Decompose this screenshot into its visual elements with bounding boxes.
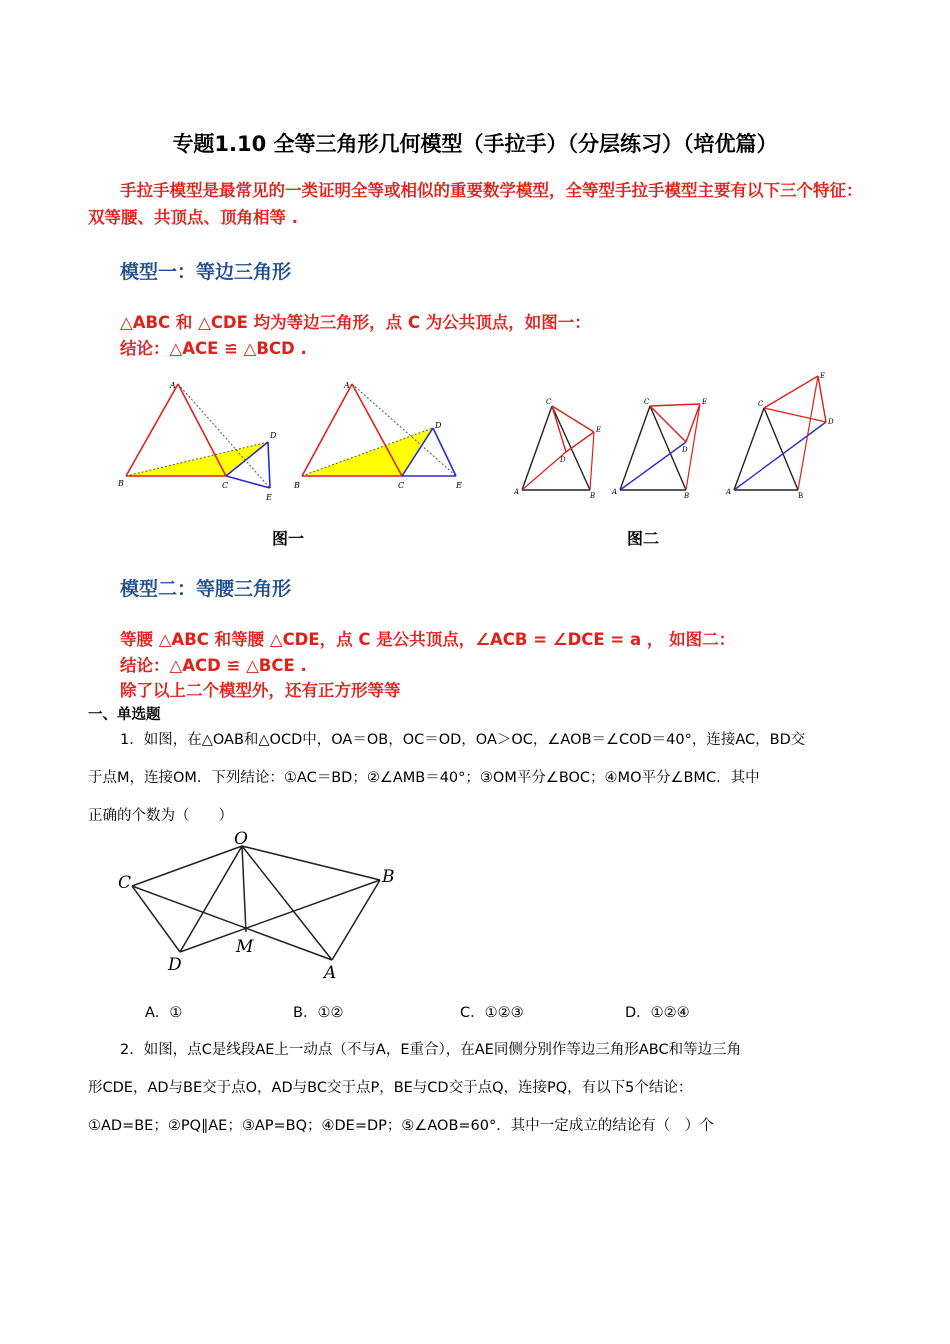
model2-line2: 结论：△ACD ≌ △BCE . — [120, 656, 307, 675]
fig2c-label-b: B — [798, 492, 804, 500]
fig1a-label-c: C — [222, 481, 229, 490]
fig2b-label-b: B — [684, 492, 690, 500]
fig1a-label-e: E — [266, 493, 272, 502]
q1-line3: 正确的个数为（ ） — [88, 808, 233, 824]
q1-option-d[interactable]: D．①②④ — [625, 1005, 690, 1021]
q1-label-c: C — [118, 873, 132, 893]
fig2a-label-b: B — [590, 492, 596, 500]
fig2c-label-c: C — [758, 400, 764, 408]
q1-line1: 1．如图，在△OAB和△OCD中，OA＝OB，OC＝OD，OA＞OC，∠AOB＝∠COD＝40°，连接AC，BD交 — [120, 732, 806, 748]
fig2c-label-d: D — [828, 418, 834, 426]
q1-label-a: A — [324, 963, 337, 983]
model2-heading: 模型二：等腰三角形 — [120, 578, 292, 600]
fig1a-label-a: A — [170, 381, 176, 390]
q1-label-b: B — [382, 867, 395, 887]
fig1a-edge-ce — [226, 476, 270, 488]
fig2a-label-c: C — [546, 398, 552, 406]
intro-paragraph: 手拉手模型是最常见的一类证明全等或相似的重要数学模型，全等型手拉手模型主要有以下三个特征：双等腰、共顶点、顶角相等 . — [88, 181, 863, 227]
fig2a-label-a: A — [514, 488, 520, 496]
fig1b-label-d: D — [435, 421, 442, 430]
fig2b-label-d: D — [682, 446, 688, 454]
q1-option-b[interactable]: B．①② — [293, 1005, 344, 1021]
q2-line3: ①AD=BE；②PQ∥AE；③AP=BQ；④DE=DP；⑤∠AOB=60°．其中一定成立的结论有（ ）个 — [88, 1118, 714, 1134]
q2-line2: 形CDE，AD与BE交于点O，AD与BC交于点P，BE与CD交于点Q，连接PQ，有以下5个结论： — [88, 1080, 693, 1096]
model1-line2: 结论：△ACE ≌ △BCD . — [120, 339, 307, 358]
figure-2-diagrams — [508, 370, 848, 505]
fig2b-label-a: A — [612, 488, 618, 496]
figure-caption-1: 图一 — [272, 529, 305, 548]
q1-label-d: D — [168, 955, 182, 975]
model2-line1: 等腰 △ABC 和等腰 △CDE，点 C 是公共顶点，∠ACB = ∠DCE = a ， 如图二： — [120, 630, 736, 649]
fig1a-edge-de — [268, 442, 270, 488]
fig2c-label-a: A — [726, 488, 732, 496]
q2-line1: 2．如图，点C是线段AE上一动点（不与A，E重合），在AE同侧分别作等边三角形ABC和等边三角 — [120, 1042, 742, 1058]
figure-1-diagrams — [110, 370, 480, 505]
fig1a-label-b: B — [118, 479, 124, 488]
model1-heading: 模型一：等边三角形 — [120, 261, 292, 283]
q1-option-a[interactable]: A．① — [145, 1005, 183, 1021]
model1-line1: △ABC 和 △CDE 均为等边三角形，点 C 为公共顶点，如图一： — [120, 313, 591, 332]
q1-label-o: O — [234, 829, 248, 849]
fig1b-label-a: A — [344, 381, 350, 390]
fig1b-label-c: C — [398, 481, 405, 490]
fig1b-label-b: B — [294, 481, 300, 490]
fig2a-label-e: E — [596, 426, 602, 434]
fig2c-label-e: E — [820, 372, 826, 380]
fig1a-edge-ab — [126, 384, 178, 476]
section-heading: 一、单选题 — [88, 707, 161, 723]
q1-line2: 于点M，连接OM．下列结论：①AC＝BD；②∠AMB＝40°；③OM平分∠BOC；④MO平分∠BMC．其中 — [88, 770, 760, 786]
figure-caption-2: 图二 — [627, 529, 660, 548]
fig2b-label-c: C — [644, 398, 650, 406]
q1-figure — [110, 828, 410, 988]
fig1a-label-d: D — [270, 431, 277, 440]
fig1b-edge-de — [433, 428, 456, 476]
q1-option-c[interactable]: C．①②③ — [460, 1005, 524, 1021]
q1-label-m: M — [236, 937, 254, 957]
page-title: 专题1.10 全等三角形几何模型（手拉手）（分层练习）（培优篇） — [172, 132, 778, 156]
fig1b-label-e: E — [456, 481, 462, 490]
fig2a-label-d: D — [560, 456, 566, 464]
fig2b-label-e: E — [702, 398, 708, 406]
model2-line3: 除了以上二个模型外，还有正方形等等 — [120, 681, 401, 700]
